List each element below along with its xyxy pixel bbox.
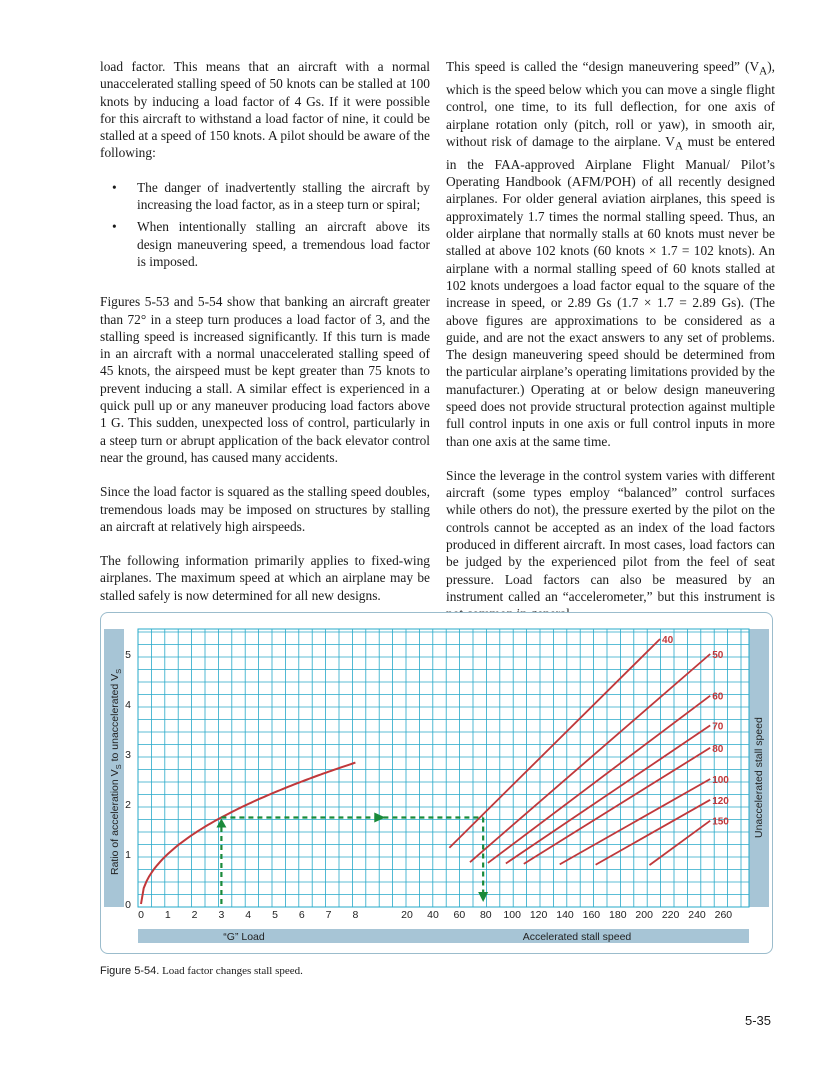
- figure-load-factor-chart: [100, 612, 773, 954]
- subscript: A: [674, 140, 683, 153]
- speed-tick-label: 220: [661, 909, 680, 921]
- speed-tick-label: 160: [582, 909, 601, 921]
- plot-border: [138, 629, 749, 907]
- stall-speed-label-60: 60: [712, 691, 724, 703]
- right-text-column: [446, 58, 775, 640]
- stall-speed-label-120: 120: [712, 795, 729, 807]
- caption-label: Figure 5-54.: [100, 965, 160, 977]
- g-load-tick-label: 5: [272, 909, 278, 921]
- speed-tick-label: 240: [688, 909, 706, 921]
- accelerated-speed-axis-label: Accelerated stall speed: [522, 931, 632, 943]
- stall-speed-label-50: 50: [712, 650, 724, 661]
- stall-speed-line-40: [449, 639, 660, 848]
- stall-speed-label-40: 40: [662, 635, 674, 646]
- y-tick-label: 1: [125, 849, 131, 861]
- paragraph: Since the leverage in the control system varies with different aircraft (some types employ “balanced” control surfaces while others do not), the pressure exerted by the pilot on the controls cannot be accepted as an index of the load factors produced in different aircraft. In most cases, load factors can be judged by the experienced pilot from the feel of seat pressure. Load factors can also be measured by an instrument called an “accelerometer,” but this instrument is: [446, 467, 775, 604]
- g-load-tick-label: 1: [164, 909, 171, 921]
- bullet-item: • When intentionally stalling an aircraft above its design maneuvering speed, a tremendous load factor is imposed.: [100, 218, 430, 270]
- figure-caption: [100, 965, 303, 977]
- example-across-arrowhead: [374, 813, 385, 823]
- y-tick-label: 2: [125, 799, 131, 811]
- g-load-tick-label: 0: [138, 909, 144, 921]
- text-run: This speed is called the “design maneuvering speed” (V: [446, 59, 760, 74]
- speed-tick-label: 40: [427, 909, 439, 921]
- bullet-list: [100, 179, 430, 270]
- paragraph: Figures 5-53 and 5-54 show that banking an aircraft greater than 72° in a steep turn produces a load factor of 3, and the stalling speed is increased significantly. If this turn is made in an aircraft with a normal unaccelerated stalling speed of 45 knots, the airspeed must be kept greater than 75 knots to prevent inducing a stall. A similar effect is experienced in a quick pull up or any maneuver producing load factors above 1 G. This sudden, unexpected loss of control, particularly in a steep turn or abrupt application of the back elevator control near the ground, has caused many accidents.: [100, 294, 430, 465]
- page-number: 5-35: [745, 1013, 772, 1028]
- g-load-tick-label: 4: [245, 909, 252, 921]
- y-tick-label: 0: [125, 899, 131, 911]
- speed-tick-label: 180: [609, 909, 627, 921]
- g-load-tick-label: 8: [352, 909, 359, 921]
- stall-speed-label-150: 150: [712, 816, 729, 828]
- y-tick-label: 5: [125, 649, 131, 661]
- grid: [138, 629, 749, 907]
- stall-speed-label-100: 100: [712, 775, 729, 786]
- y-tick-label: 4: [125, 699, 131, 711]
- text-run: ), which is the speed below which you can move a single flight control, one time, to its full deflection, for one axis of airplane rotation only (pitch, roll or yaw), in smooth air, without risk of damage to the airplane. V: [446, 59, 775, 149]
- paragraph: The following information primarily applies to fixed-wing airplanes. The maximum speed at which an airplane may be stalled safely is now determined for all new designs.: [100, 553, 430, 603]
- g-load-tick-label: 6: [298, 909, 305, 921]
- speed-tick-label: 120: [529, 909, 548, 921]
- speed-tick-label: 20: [401, 909, 413, 921]
- subscript: A: [759, 65, 768, 78]
- paragraph: load factor. This means that an aircraft with a normal unaccelerated stalling speed of 50 knots can be stalled at 100 knots by inducing a load factor of 4 Gs. If it were possible for this aircraft to withstand a load factor of nine, it could be stalled at a speed of 150 knots. A pilot should be aware of the following:: [100, 59, 430, 161]
- left-text-column: [100, 58, 430, 621]
- text-run: must be entered in the FAA-approved Airplane Flight Manual/ Pilot’s Operating Handbook (AFM/POH) of all recently designed airplanes. For older general aviation airplanes, this speed is approximately 1.7 times the normal stalling speed. Thus, an older airplane that normally stalls at 60 knots must never be stalled at above 102 knots (60 knots × 1.7 = 102 knots). An airplane with a normal stalling speed of 60 knots stalled at 102 knots undergoes a load factor equal to the square of the increase in speed, or 2.89 Gs (1.7 × 1.7 = 2.89 Gs). (The above figures are approximations to be considered as a guide, and are not the exact answers to any set of problems. The design maneuvering speed should be determined from the particular airplane’s operating limitations provided by the manufacturer.) Operating at or below design maneuvering speed does not provide structural protection against multiple full control inputs in one axis or full control inputs in more than one axis at the same time.: [446, 133, 775, 449]
- speed-tick-label: 140: [556, 909, 574, 921]
- right-axis-label: Unaccelerated stall speed: [753, 717, 765, 838]
- speed-tick-label: 100: [503, 909, 521, 921]
- speed-tick-label: 80: [479, 909, 492, 921]
- paragraph: [446, 58, 775, 450]
- y-axis-label: Ratio of acceleration $V_S$ to unaccelerated $V_S$: [109, 668, 123, 875]
- speed-tick-label: 60: [453, 909, 466, 921]
- g-load-tick-label: 3: [218, 909, 225, 921]
- bullet-item: • The danger of inadvertently stalling the aircraft by increasing the load factor, as in a steep turn or spiral;: [100, 179, 430, 214]
- g-load-tick-label: 2: [191, 909, 198, 921]
- stall-speed-label-80: 80: [712, 743, 724, 755]
- g-load-curve: [141, 763, 355, 904]
- speed-tick-label: 200: [635, 909, 653, 921]
- g-load-axis-label: “G” Load: [223, 931, 265, 943]
- stall-speed-line-60: [488, 696, 710, 863]
- paragraph: Since the load factor is squared as the stalling speed doubles, tremendous loads may be imposed on structures by stalling an aircraft at relatively high airspeeds.: [100, 484, 430, 534]
- stall-speed-label-70: 70: [712, 721, 724, 733]
- y-tick-label: 3: [125, 749, 131, 761]
- speed-tick-label: 260: [714, 909, 733, 921]
- chart-svg: [101, 613, 774, 955]
- caption-text: Load factor changes stall speed.: [159, 965, 303, 977]
- ticks: [125, 649, 732, 921]
- g-load-tick-label: 7: [325, 909, 332, 921]
